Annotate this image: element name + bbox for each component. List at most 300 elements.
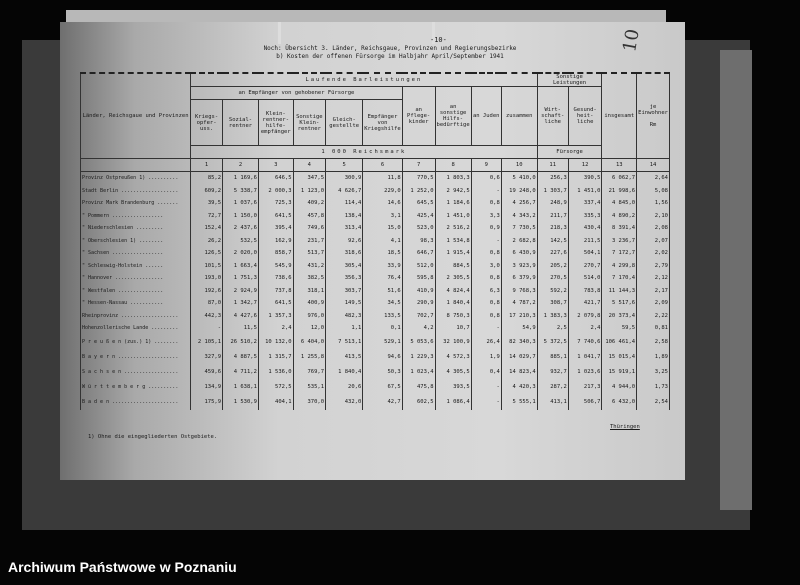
- table-cell: 42,7: [363, 395, 402, 410]
- table-cell: 1 840,4: [326, 365, 363, 380]
- table-cell: 432,0: [326, 395, 363, 410]
- table-cell: 92,6: [326, 235, 363, 248]
- table-row: [81, 247, 670, 260]
- column-number: 14: [637, 159, 670, 172]
- row-label: " Sachsen .................: [81, 247, 191, 260]
- table-cell: 2,10: [637, 210, 670, 223]
- table-cell: 15 919,1: [602, 365, 637, 380]
- table-cell: 2,02: [637, 247, 670, 260]
- table-cell: 106 461,4: [602, 335, 637, 350]
- table-cell: 4 427,6: [223, 310, 259, 323]
- table-cell: 3 923,9: [501, 260, 537, 273]
- table-cell: 162,9: [258, 235, 293, 248]
- table-cell: 54,9: [501, 322, 537, 335]
- table-cell: 248,9: [537, 197, 568, 210]
- col-header-11: Wirt-schaft-liche: [537, 87, 568, 146]
- table-row: [81, 185, 670, 198]
- footnote: 1) Ohne die eingegliederten Ostgebiete.: [88, 434, 218, 440]
- table-cell: 506,7: [568, 395, 602, 410]
- table-cell: 512,0: [402, 260, 435, 273]
- col-header-4: Sonstige Klein-rentner: [293, 100, 325, 146]
- table-cell: 51,6: [363, 285, 402, 298]
- table-cell: 3,25: [637, 365, 670, 380]
- table-row: [81, 335, 670, 350]
- table-cell: 3,0: [471, 260, 501, 273]
- table-cell: 175,9: [191, 395, 223, 410]
- table-cell: -: [191, 322, 223, 335]
- table-cell: 1 184,6: [435, 197, 471, 210]
- table-cell: 303,7: [326, 285, 363, 298]
- row-label: " Niederschlesien .........: [81, 222, 191, 235]
- row-label: Hohenzollerische Lande .........: [81, 322, 191, 335]
- table-cell: 0,4: [471, 365, 501, 380]
- table-cell: 1 915,4: [435, 247, 471, 260]
- table-cell: 318,6: [326, 247, 363, 260]
- table-cell: 535,1: [293, 380, 325, 395]
- column-number: 12: [568, 159, 602, 172]
- row-label: " Schleswig-Holstein ......: [81, 260, 191, 273]
- table-cell: 7 170,4: [602, 272, 637, 285]
- table-cell: 5 338,7: [223, 185, 259, 198]
- table-cell: 783,8: [568, 285, 602, 298]
- table-cell: 457,8: [293, 210, 325, 223]
- table-cell: 26 510,2: [223, 335, 259, 350]
- rm-label: Rm: [649, 122, 657, 128]
- table-cell: 87,0: [191, 297, 223, 310]
- table-cell: 421,7: [568, 297, 602, 310]
- row-label: Rheinprovinz ...................: [81, 310, 191, 323]
- table-cell: 4 343,2: [501, 210, 537, 223]
- table-cell: 932,7: [537, 365, 568, 380]
- table-cell: 1 751,3: [223, 272, 259, 285]
- table-cell: 14 029,7: [501, 350, 537, 365]
- table-cell: 7 730,5: [501, 222, 537, 235]
- col-header-3: Klein-rentner-hilfe-empfänger: [258, 100, 293, 146]
- column-number: 2: [223, 159, 259, 172]
- table-cell: 72,7: [191, 210, 223, 223]
- table-cell: 134,9: [191, 380, 223, 395]
- handwritten-mark: 10: [619, 27, 644, 54]
- table-cell: 11,5: [223, 322, 259, 335]
- table-cell: 404,1: [258, 395, 293, 410]
- table-cell: 409,2: [293, 197, 325, 210]
- unit-label: 1 000 Reichsmark: [191, 146, 538, 159]
- table-cell: 5 410,0: [501, 172, 537, 185]
- table-cell: 592,2: [537, 285, 568, 298]
- row-label: " Oberschlesien 1) ........: [81, 235, 191, 248]
- table-cell: 1 023,4: [402, 365, 435, 380]
- table-row: [81, 222, 670, 235]
- table-row: [81, 322, 670, 335]
- table-cell: 1 530,9: [223, 395, 259, 410]
- table-cell: 5 372,5: [537, 335, 568, 350]
- title-line-1: Noch: Übersicht 3. Länder, Reichsgaue, Provinzen und Regierungsbezirke: [263, 45, 517, 52]
- col-header-6: Empfänger von Kriegshilfe: [363, 100, 402, 146]
- row-label: Stadt Berlin ...................: [81, 185, 191, 198]
- table-cell: 1 252,0: [402, 185, 435, 198]
- table-cell: 1 803,3: [435, 172, 471, 185]
- col-header-1: Kriegs-opfer-uss.: [191, 100, 223, 146]
- fuersorge-label: Fürsorge: [537, 146, 602, 159]
- table-cell: 1,9: [471, 350, 501, 365]
- table-cell: 1 315,7: [258, 350, 293, 365]
- table-cell: 229,0: [363, 185, 402, 198]
- table-cell: 290,9: [402, 297, 435, 310]
- table-cell: 2,08: [637, 222, 670, 235]
- table-cell: 1 123,0: [293, 185, 325, 198]
- column-number: 1: [191, 159, 223, 172]
- table-cell: 11 144,3: [602, 285, 637, 298]
- table-cell: 702,7: [402, 310, 435, 323]
- table-cell: 15 015,4: [602, 350, 637, 365]
- table-cell: 884,5: [435, 260, 471, 273]
- binding-string: [278, 22, 281, 44]
- table-cell: 6,3: [471, 285, 501, 298]
- table-cell: 94,6: [363, 350, 402, 365]
- table-cell: 6 432,0: [602, 395, 637, 410]
- table-cell: 858,7: [258, 247, 293, 260]
- table-cell: 769,7: [293, 365, 325, 380]
- table-cell: 11,8: [363, 172, 402, 185]
- table-cell: 0,8: [471, 310, 501, 323]
- table-cell: 2,12: [637, 272, 670, 285]
- table-cell: 1 255,8: [293, 350, 325, 365]
- table-cell: 2,17: [637, 285, 670, 298]
- table-cell: 6 062,7: [602, 172, 637, 185]
- table-cell: 2,58: [637, 335, 670, 350]
- table-cell: 9 768,3: [501, 285, 537, 298]
- row-label: Provinz Ostpreußen 1) ..........: [81, 172, 191, 185]
- title-line-2: b) Kosten der offenen Fürsorge im Halbjahr April/September 1941: [276, 53, 504, 60]
- row-label: " Pommern .................: [81, 210, 191, 223]
- table-cell: 6 404,0: [293, 335, 325, 350]
- table-cell: 50,3: [363, 365, 402, 380]
- table-row: [81, 395, 670, 410]
- table-cell: 21 998,6: [602, 185, 637, 198]
- table-cell: 256,3: [537, 172, 568, 185]
- table-cell: 4 824,4: [435, 285, 471, 298]
- table-cell: 2,79: [637, 260, 670, 273]
- table-cell: 2,09: [637, 297, 670, 310]
- table-cell: 4 944,0: [602, 380, 637, 395]
- table-cell: 76,4: [363, 272, 402, 285]
- row-label: W ü r t t e m b e r g ..........: [81, 380, 191, 395]
- table-cell: 98,3: [402, 235, 435, 248]
- table-cell: 4,2: [402, 322, 435, 335]
- table-row: [81, 365, 670, 380]
- table-cell: 142,5: [537, 235, 568, 248]
- table-cell: 430,4: [568, 222, 602, 235]
- page-number: -10-: [430, 36, 447, 44]
- table-cell: 356,3: [326, 272, 363, 285]
- table-cell: 287,2: [537, 380, 568, 395]
- table-cell: 327,9: [191, 350, 223, 365]
- table-cell: 2 305,5: [435, 272, 471, 285]
- table-cell: 646,7: [402, 247, 435, 260]
- table-cell: 529,1: [363, 335, 402, 350]
- table-cell: 308,7: [537, 297, 568, 310]
- table-cell: 459,6: [191, 365, 223, 380]
- table-cell: 10 132,0: [258, 335, 293, 350]
- table-cell: 0,8: [471, 197, 501, 210]
- table-cell: 1 303,7: [537, 185, 568, 198]
- table-cell: 382,5: [293, 272, 325, 285]
- table-cell: 0,81: [637, 322, 670, 335]
- laufende-header: Laufende Barleistungen: [191, 73, 538, 87]
- table-cell: 227,6: [537, 247, 568, 260]
- table-cell: 885,1: [537, 350, 568, 365]
- je-einwohner-header: [637, 73, 670, 159]
- table-cell: 770,5: [402, 172, 435, 185]
- table-cell: 4 626,7: [326, 185, 363, 198]
- table-cell: 1 086,4: [435, 395, 471, 410]
- col-header-5: Gleich-gestellte: [326, 100, 363, 146]
- table-cell: 15,0: [363, 222, 402, 235]
- table-cell: 2,22: [637, 310, 670, 323]
- table-cell: 2,07: [637, 235, 670, 248]
- table-cell: 410,9: [402, 285, 435, 298]
- table-row: [81, 380, 670, 395]
- table-cell: 1 383,3: [537, 310, 568, 323]
- table-cell: 1 037,6: [223, 197, 259, 210]
- table-cell: 26,2: [191, 235, 223, 248]
- table-cell: 2 924,9: [223, 285, 259, 298]
- statistics-table: [80, 72, 670, 410]
- col-header-8: an sonstige Hilfs-bedürftige: [435, 87, 471, 146]
- table-cell: 218,3: [537, 222, 568, 235]
- row-label: " Hannover ................: [81, 272, 191, 285]
- table-cell: 59,5: [602, 322, 637, 335]
- table-row: [81, 197, 670, 210]
- table-cell: 609,2: [191, 185, 223, 198]
- archive-caption: Archiwum Państwowe w Poznaniu: [8, 559, 237, 575]
- table-cell: 4,1: [363, 235, 402, 248]
- document-page: [60, 22, 685, 480]
- table-cell: 0,9: [471, 222, 501, 235]
- table-cell: -: [471, 185, 501, 198]
- table-cell: 5 517,6: [602, 297, 637, 310]
- col-header-10: zusammen: [501, 87, 537, 146]
- column-number: 11: [537, 159, 568, 172]
- insgesamt-header: insgesamt: [602, 73, 637, 159]
- table-cell: 1,56: [637, 197, 670, 210]
- table-cell: 149,5: [326, 297, 363, 310]
- table-cell: 2,64: [637, 172, 670, 185]
- table-cell: 749,6: [293, 222, 325, 235]
- table-cell: 4 890,2: [602, 210, 637, 223]
- table-cell: 1 536,0: [258, 365, 293, 380]
- table-cell: 231,7: [293, 235, 325, 248]
- table-cell: 10,7: [435, 322, 471, 335]
- table-cell: 390,5: [568, 172, 602, 185]
- table-cell: 1 663,4: [223, 260, 259, 273]
- continued-label: Thüringen: [610, 424, 640, 430]
- column-number: 6: [363, 159, 402, 172]
- table-cell: 133,5: [363, 310, 402, 323]
- table-row: [81, 210, 670, 223]
- je-einwohner-label: je Einwohner: [638, 104, 668, 116]
- region-header: Länder, Reichsgaue und Provinzen: [81, 73, 191, 159]
- table-cell: 442,3: [191, 310, 223, 323]
- table-cell: 1 840,4: [435, 297, 471, 310]
- table-cell: 7 740,6: [568, 335, 602, 350]
- table-cell: 101,5: [191, 260, 223, 273]
- table-cell: 4 299,8: [602, 260, 637, 273]
- table-row: [81, 285, 670, 298]
- table-cell: 4 887,5: [223, 350, 259, 365]
- table-cell: 19 248,0: [501, 185, 537, 198]
- table-cell: 20,6: [326, 380, 363, 395]
- table-cell: -: [471, 395, 501, 410]
- table-row: [81, 310, 670, 323]
- table-cell: 318,1: [293, 285, 325, 298]
- table-cell: 1 342,7: [223, 297, 259, 310]
- table-cell: 513,7: [293, 247, 325, 260]
- table-cell: 305,4: [326, 260, 363, 273]
- table-cell: 138,4: [326, 210, 363, 223]
- table-cell: 217,3: [568, 380, 602, 395]
- table-cell: 523,0: [402, 222, 435, 235]
- table-cell: 4 572,3: [435, 350, 471, 365]
- table-cell: 532,5: [223, 235, 259, 248]
- table-cell: 1 150,0: [223, 210, 259, 223]
- table-cell: 1,1: [326, 322, 363, 335]
- table-cell: 270,7: [568, 260, 602, 273]
- table-cell: 1 451,0: [568, 185, 602, 198]
- table-cell: 1 229,3: [402, 350, 435, 365]
- table-cell: 413,5: [326, 350, 363, 365]
- table-cell: 39,5: [191, 197, 223, 210]
- table-cell: 0,1: [363, 322, 402, 335]
- document-title: [240, 45, 540, 61]
- table-row: [81, 297, 670, 310]
- row-label: " Westfalen ...............: [81, 285, 191, 298]
- table-cell: 33,9: [363, 260, 402, 273]
- table-row: [81, 272, 670, 285]
- table-cell: 413,1: [537, 395, 568, 410]
- table-cell: 0,8: [471, 272, 501, 285]
- column-number: 4: [293, 159, 325, 172]
- table-cell: 300,9: [326, 172, 363, 185]
- table-cell: 4 420,3: [501, 380, 537, 395]
- table-cell: 641,5: [258, 297, 293, 310]
- table-cell: 602,5: [402, 395, 435, 410]
- table-cell: 2,5: [537, 322, 568, 335]
- table-cell: 114,4: [326, 197, 363, 210]
- table-cell: 425,4: [402, 210, 435, 223]
- table-cell: 646,5: [258, 172, 293, 185]
- table-cell: 2 079,8: [568, 310, 602, 323]
- row-label: B a d e n ......................: [81, 395, 191, 410]
- table-cell: 1 169,6: [223, 172, 259, 185]
- table-row: [81, 172, 670, 185]
- table-cell: 1 357,3: [258, 310, 293, 323]
- table-cell: 595,8: [402, 272, 435, 285]
- table-cell: 12,0: [293, 322, 325, 335]
- table-cell: 1,73: [637, 380, 670, 395]
- column-number: 3: [258, 159, 293, 172]
- table-cell: 431,2: [293, 260, 325, 273]
- table-cell: 34,5: [363, 297, 402, 310]
- table-cell: 393,5: [435, 380, 471, 395]
- table-cell: 370,0: [293, 395, 325, 410]
- col-header-12: Gesund-heit-liche: [568, 87, 602, 146]
- table-cell: 5,08: [637, 185, 670, 198]
- table-cell: 14,6: [363, 197, 402, 210]
- table-cell: 1 638,1: [223, 380, 259, 395]
- table-cell: 6 379,9: [501, 272, 537, 285]
- table-cell: 5 053,6: [402, 335, 435, 350]
- table-cell: 725,3: [258, 197, 293, 210]
- column-number: 5: [326, 159, 363, 172]
- table-cell: 211,7: [537, 210, 568, 223]
- table-cell: 0,8: [471, 247, 501, 260]
- table-row: [81, 260, 670, 273]
- table-cell: 85,2: [191, 172, 223, 185]
- table-cell: 1 534,8: [435, 235, 471, 248]
- table-cell: 2 437,6: [223, 222, 259, 235]
- table-cell: 17 210,3: [501, 310, 537, 323]
- sonstige-header: Sonstige Leistungen: [537, 73, 602, 87]
- table-cell: 1 451,0: [435, 210, 471, 223]
- col-header-2: Sozial-rentner: [223, 100, 259, 146]
- column-number: 10: [501, 159, 537, 172]
- table-cell: 2,4: [568, 322, 602, 335]
- table-cell: 337,4: [568, 197, 602, 210]
- table-cell: 7 513,1: [326, 335, 363, 350]
- row-label: S a c h s e n ..................: [81, 365, 191, 380]
- table-cell: 2 000,3: [258, 185, 293, 198]
- table-cell: 4 711,2: [223, 365, 259, 380]
- table-cell: -: [471, 322, 501, 335]
- row-label: P r e u ß e n (zus.) 1) ........: [81, 335, 191, 350]
- table-cell: 14 823,4: [501, 365, 537, 380]
- table-cell: 4 305,5: [435, 365, 471, 380]
- table-cell: 2 516,2: [435, 222, 471, 235]
- table-cell: 1,89: [637, 350, 670, 365]
- table-cell: 8 391,4: [602, 222, 637, 235]
- table-cell: 2 020,0: [223, 247, 259, 260]
- column-number: 7: [402, 159, 435, 172]
- table-cell: 335,3: [568, 210, 602, 223]
- table-cell: 737,8: [258, 285, 293, 298]
- table-cell: 4 787,2: [501, 297, 537, 310]
- table-cell: 400,9: [293, 297, 325, 310]
- table-cell: 6 430,9: [501, 247, 537, 260]
- row-label: " Hessen-Nassau ...........: [81, 297, 191, 310]
- table-cell: 1 041,7: [568, 350, 602, 365]
- table-cell: 1 023,6: [568, 365, 602, 380]
- table-cell: 2 682,8: [501, 235, 537, 248]
- scan-edge: [720, 50, 752, 510]
- table-cell: 0,6: [471, 172, 501, 185]
- table-cell: 514,0: [568, 272, 602, 285]
- number-blank: [81, 159, 191, 172]
- table-cell: 26,4: [471, 335, 501, 350]
- table-row: [81, 350, 670, 365]
- table-cell: 2 942,5: [435, 185, 471, 198]
- row-label: Provinz Mark Brandenburg .......: [81, 197, 191, 210]
- column-number: 13: [602, 159, 637, 172]
- table-cell: 3 236,7: [602, 235, 637, 248]
- table-cell: 8 750,3: [435, 310, 471, 323]
- table-cell: 5 555,1: [501, 395, 537, 410]
- table-cell: 126,5: [191, 247, 223, 260]
- row-label: B a y e r n ....................: [81, 350, 191, 365]
- table-cell: 313,4: [326, 222, 363, 235]
- table-cell: 152,4: [191, 222, 223, 235]
- table-cell: 67,5: [363, 380, 402, 395]
